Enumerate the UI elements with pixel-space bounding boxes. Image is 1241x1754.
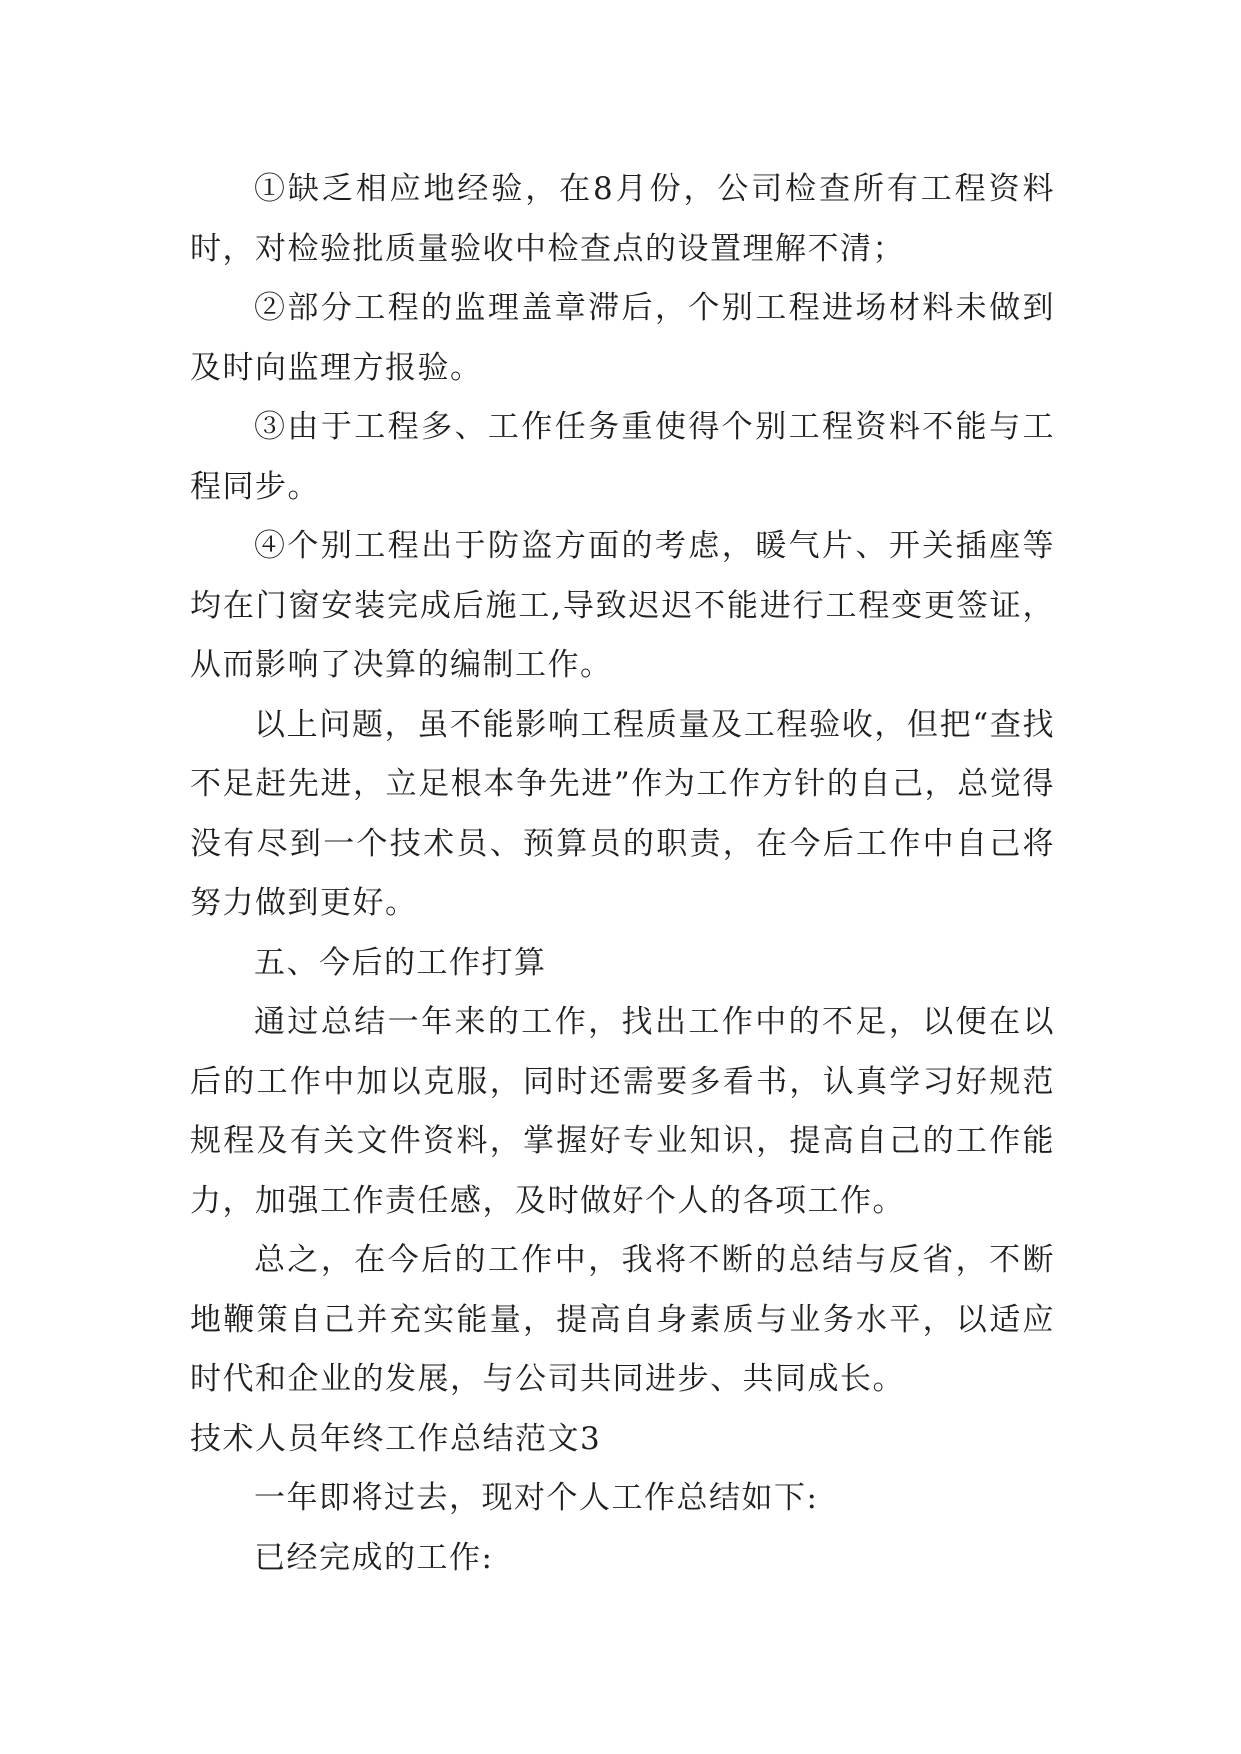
heading-future-plans: 五、今后的工作打算 [254,944,547,981]
paragraph-completed-work: 已经完成的工作: [254,1539,494,1576]
paragraph-issue-1: ①缺乏相应地经验，在8月份，公司检查所有工程资料时，对检验批质量验收中检查点的设置理解不清； [190,171,1055,267]
section-title: 技术人员年终工作总结范文3 [190,1420,602,1457]
paragraph-reflection: 以上问题，虽不能影响工程质量及工程验收，但把“查找不足赶先进，立足根本争先进”作为工作方针的自己，总觉得没有尽到一个技术员、预算员的职责，在今后工作中自己将努力做到更好。 [190,706,1055,921]
paragraph-issue-3: ③由于工程多、工作任务重使得个别工程资料不能与工程同步。 [190,409,1055,505]
paragraph-future-plans: 通过总结一年来的工作，找出工作中的不足，以便在以后的工作中加以克服，同时还需要多看书，认真学习好规范规程及有关文件资料，掌握好专业知识，提高自己的工作能力，加强工作责任感，及时做好个人的各项工作。 [190,1004,1055,1219]
paragraph-conclusion: 总之，在今后的工作中，我将不断的总结与反省，不断地鞭策自己并充实能量，提高自身素质与业务水平，以适应时代和企业的发展，与公司共同进步、共同成长。 [190,1242,1055,1397]
paragraph-intro: 一年即将过去，现对个人工作总结如下: [254,1480,819,1516]
document-body [190,160,1055,1588]
paragraph-issue-4: ④个别工程出于防盗方面的考虑，暖气片、开关插座等均在门窗安装完成后施工,导致迟迟不能进行工程变更签证，从而影响了决算的编制工作。 [190,528,1055,683]
paragraph-issue-2: ②部分工程的监理盖章滞后，个别工程进场材料未做到及时向监理方报验。 [190,290,1055,386]
